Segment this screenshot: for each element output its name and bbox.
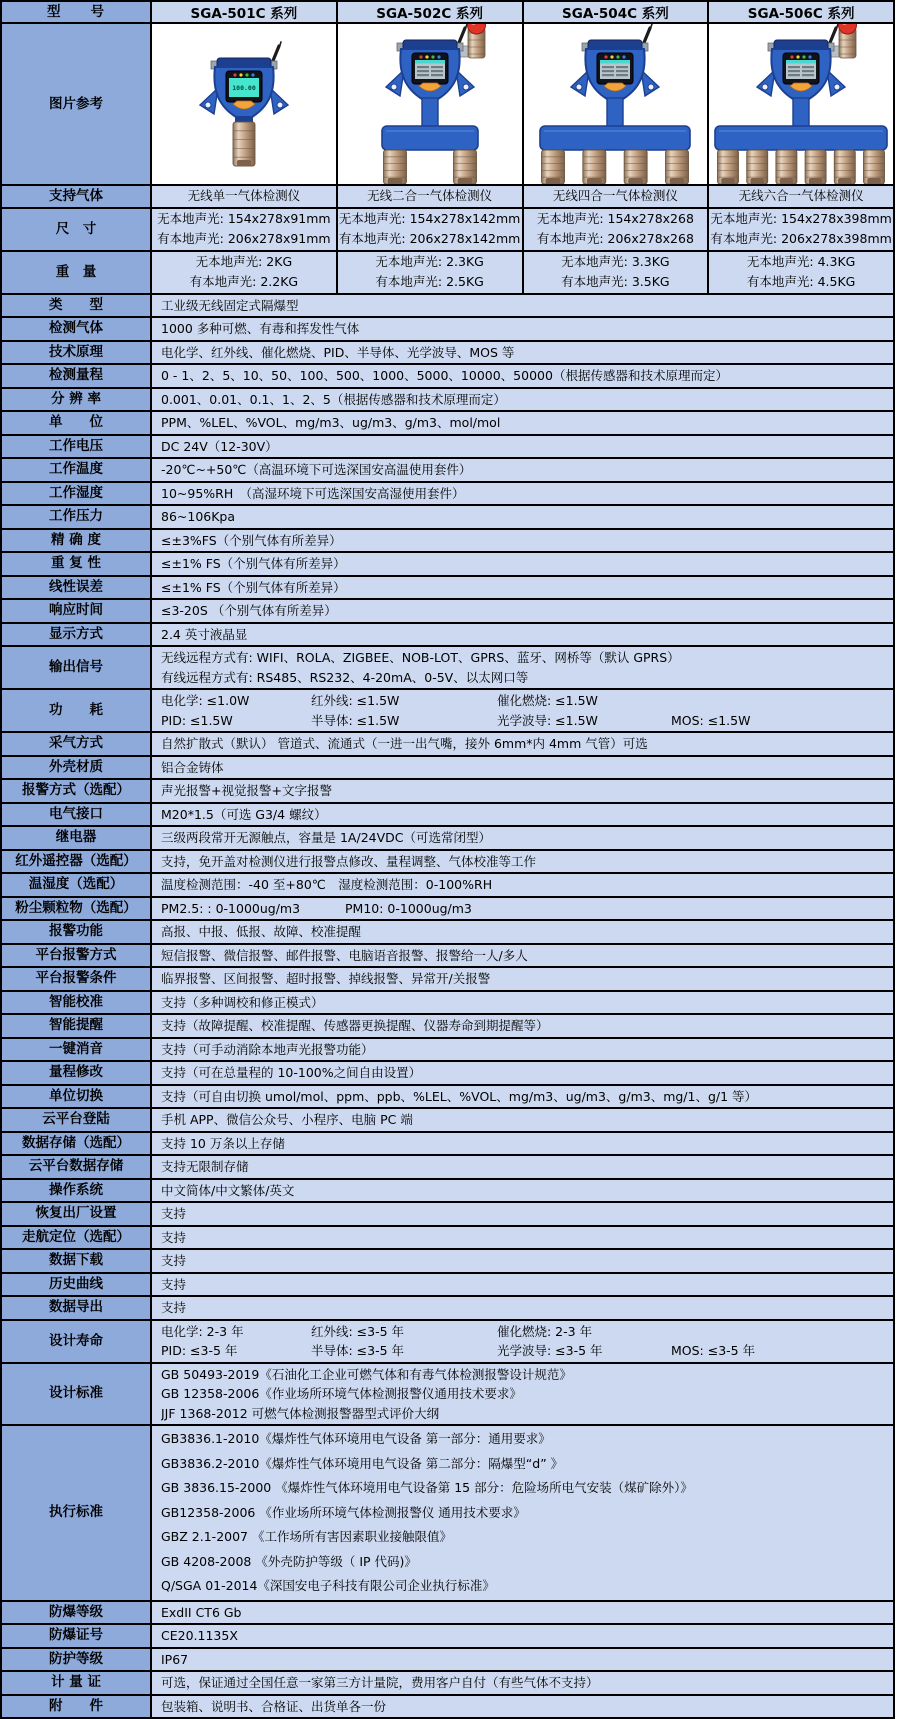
spec-value <box>152 389 893 411</box>
spec-value <box>152 506 893 528</box>
spec-value-line: -20℃~+50℃（高温环境下可选深国安高温使用套件） <box>161 462 472 477</box>
spec-value <box>152 992 893 1014</box>
row-label: 数据下载 <box>2 1250 152 1272</box>
spec-value-segment: MOS: ≤3-5 年 <box>671 1343 756 1358</box>
spec-value-line: 支持 <box>161 1276 187 1292</box>
table-row <box>2 802 893 826</box>
row-label: 报警功能 <box>2 921 152 943</box>
spec-value-line: ≤3-20S （个别气体有所差异） <box>161 603 337 618</box>
spec-value-segment: 电化学: 2-3 年 <box>161 1323 244 1339</box>
table-row <box>2 2 893 22</box>
row-label: 防护等级 <box>2 1649 152 1671</box>
spec-value <box>152 921 893 943</box>
spec-cell-line: 无本地声光: 2KG <box>195 253 293 269</box>
spec-cell <box>709 186 893 207</box>
spec-value <box>152 1625 893 1647</box>
spec-value-line <box>161 1322 887 1342</box>
spec-value-segment: 催化燃烧: ≤1.5W <box>497 693 598 708</box>
spec-value-line: 温度检测范围：-40 至+80℃ 湿度检测范围：0-100%RH <box>161 877 493 892</box>
spec-value-line <box>161 1341 887 1361</box>
spec-value-line: 铝合金铸体 <box>161 759 224 775</box>
spec-value-line: ≤±3%FS（个别气体有所差异） <box>161 532 342 548</box>
row-label: 平台报警条件 <box>2 968 152 990</box>
spec-value-segment: PID: ≤1.5W <box>161 712 233 728</box>
spec-value <box>152 1227 893 1249</box>
table-row <box>2 778 893 802</box>
table-row <box>2 872 893 896</box>
spec-cell <box>524 186 710 207</box>
row-label: 检测量程 <box>2 365 152 387</box>
spec-value-segment: 半导体: ≤1.5W <box>311 712 400 728</box>
table-row <box>2 1647 893 1671</box>
row-label: 平台报警方式 <box>2 945 152 967</box>
row-label: 设计标准 <box>2 1364 152 1425</box>
table-row <box>2 551 893 575</box>
row-label: 走航定位（选配） <box>2 1227 152 1249</box>
table-row <box>2 1107 893 1131</box>
spec-value <box>152 757 893 779</box>
spec-value-segment: 电化学: ≤1.0W <box>161 693 250 708</box>
spec-cell-line: 有本地声光: 2.5KG <box>375 274 484 289</box>
spec-value-line: 可选，保证通过全国任意一家第三方计量院，费用客户自付（有些气体不支持） <box>161 1675 599 1690</box>
table-row <box>2 504 893 528</box>
spec-value-line: 中文简体/中文繁体/英文 <box>161 1182 295 1198</box>
spec-value-line: 三级两段常开无源触点，容量是 1A/24VDC（可选常闭型） <box>161 830 491 845</box>
spec-cell-line: 有本地声光: 206x278x142mm <box>338 231 521 246</box>
spec-value <box>152 1274 893 1296</box>
spec-cell <box>338 209 524 250</box>
spec-value-line: 支持（故障提醒、校准提醒、传感器更换提醒、仪器寿命到期提醒等） <box>161 1018 549 1033</box>
row-label: 重 复 性 <box>2 553 152 575</box>
spec-value <box>152 1109 893 1131</box>
table-row <box>2 22 893 184</box>
table-row <box>2 340 893 364</box>
spec-value-segment: 半导体: ≤3-5 年 <box>311 1343 405 1358</box>
table-row <box>2 1060 893 1084</box>
spec-value-line: 1000 多种可燃、有毒和挥发性气体 <box>161 321 360 336</box>
table-row <box>2 1319 893 1362</box>
row-label: 线性误差 <box>2 577 152 599</box>
spec-value-line: 支持无限制存储 <box>161 1159 249 1174</box>
spec-value-line: 0.001、0.01、0.1、1、2、5（根据传感器和技术原理而定） <box>161 391 506 407</box>
row-label: 功 耗 <box>2 690 152 731</box>
spec-value <box>152 1156 893 1178</box>
row-label: 数据存储（选配） <box>2 1133 152 1155</box>
row-label: 显示方式 <box>2 624 152 646</box>
spec-cell-line: 无线四合一气体检测仪 <box>552 188 678 203</box>
table-row <box>2 1272 893 1296</box>
column-header: SGA-501C 系列 <box>152 2 338 22</box>
spec-cell <box>152 186 338 207</box>
column-header: SGA-504C 系列 <box>524 2 710 22</box>
row-label: 采气方式 <box>2 733 152 755</box>
table-row <box>2 622 893 646</box>
row-label: 外壳材质 <box>2 757 152 779</box>
spec-value <box>152 1203 893 1225</box>
spec-value <box>152 295 893 317</box>
spec-cell <box>338 186 524 207</box>
row-label: 类 型 <box>2 295 152 317</box>
row-label: 云平台数据存储 <box>2 1156 152 1178</box>
table-row <box>2 1248 893 1272</box>
table-row <box>2 207 893 250</box>
row-label: 图片参考 <box>2 24 152 184</box>
spec-value-line: CE20.1135X <box>161 1628 238 1643</box>
spec-value-line: GB12358-2006 《作业场所环境气体检测报警仪 通用技术要求》 <box>161 1504 526 1520</box>
spec-value-segment: 光学波导: ≤1.5W <box>497 712 598 728</box>
spec-value-segment: MOS: ≤1.5W <box>671 712 751 728</box>
spec-value-line: 86~106Kpa <box>161 509 236 524</box>
table-row <box>2 943 893 967</box>
table-row <box>2 363 893 387</box>
table-row <box>2 1362 893 1425</box>
table-row <box>2 849 893 873</box>
row-label: 防爆等级 <box>2 1602 152 1624</box>
spec-value <box>152 530 893 552</box>
spec-value <box>152 624 893 646</box>
product-image-cell <box>152 24 338 184</box>
spec-value <box>152 945 893 967</box>
spec-value <box>152 1672 893 1694</box>
row-label: 防爆证号 <box>2 1625 152 1647</box>
spec-value-line: 临界报警、区间报警、超时报警、掉线报警、异常开/关报警 <box>161 971 491 986</box>
product-image-cell <box>338 24 524 184</box>
spec-value-line: GB 4208-2008 《外壳防护等级（ IP 代码)》 <box>161 1553 417 1569</box>
spec-value-line: GB 12358-2006《作业场所环境气体检测报警仪通用技术要求》 <box>161 1386 522 1401</box>
spec-value-line: 支持 10 万条以上存储 <box>161 1135 285 1151</box>
table-row <box>2 688 893 731</box>
spec-value <box>152 1321 893 1362</box>
spec-value-line: M20*1.5（可选 G3/4 螺纹） <box>161 806 327 822</box>
spec-value <box>152 459 893 481</box>
table-row <box>2 434 893 458</box>
table-row <box>2 1623 893 1647</box>
spec-value <box>152 1086 893 1108</box>
spec-value-line <box>161 711 887 731</box>
spec-value-line: 工业级无线固定式隔爆型 <box>161 297 299 313</box>
table-row <box>2 316 893 340</box>
spec-value <box>152 342 893 364</box>
spec-value <box>152 1133 893 1155</box>
spec-value-line: 支持（可自由切换 umol/mol、ppm、ppb、%LEL、%VOL、mg/m3、ug/m3、g/m3、mg/1、g/1 等） <box>161 1088 758 1104</box>
row-label: 精 确 度 <box>2 530 152 552</box>
spec-value-line: 电化学、红外线、催化燃烧、PID、半导体、光学波导、MOS 等 <box>161 344 515 360</box>
spec-value-line: 支持（可在总量程的 10-100%之间自由设置） <box>161 1065 422 1080</box>
spec-value-line: 自然扩散式（默认） 管道式、流通式（一进一出气嘴，接外 6mm*内 4mm 气管）可选 <box>161 736 648 751</box>
row-label: 数据导出 <box>2 1297 152 1319</box>
row-label: 智能提醒 <box>2 1015 152 1037</box>
row-label: 输出信号 <box>2 647 152 688</box>
spec-cell <box>338 252 524 293</box>
spec-cell-line: 无本地声光: 154x278x398mm <box>710 210 892 226</box>
spec-value-line: 无线远程方式有: WIFI、ROLA、ZIGBEE、NOB-LOT、GPRS、蓝牙、网桥等（默认 GPRS） <box>161 650 680 665</box>
product-image-cell <box>524 24 710 184</box>
table-row <box>2 457 893 481</box>
spec-value <box>152 733 893 755</box>
spec-value-line <box>161 899 887 919</box>
spec-cell-line: 无本地声光: 4.3KG <box>746 253 856 269</box>
row-label: 恢复出厂设置 <box>2 1203 152 1225</box>
spec-value <box>152 647 893 688</box>
spec-cell-line: 无线六合一气体检测仪 <box>738 188 864 203</box>
spec-cell-line: 无本地声光: 3.3KG <box>561 253 670 269</box>
spec-value-segment: 光学波导: ≤3-5 年 <box>497 1343 603 1358</box>
row-label: 工作电压 <box>2 436 152 458</box>
spec-value-line: 0 - 1、2、5、10、50、100、500、1000、5000、10000、50000（根据传感器和技术原理而定） <box>161 368 728 383</box>
spec-cell-line: 无本地声光: 154x278x142mm <box>338 210 521 226</box>
table-row <box>2 184 893 207</box>
spec-value-line: JJF 1368-2012 可燃气体检测报警器型式评价大纲 <box>161 1405 440 1421</box>
spec-cell-line: 有本地声光: 206x278x91mm <box>157 231 331 246</box>
table-row <box>2 1154 893 1178</box>
table-row <box>2 1201 893 1225</box>
spec-cell-line: 有本地声光: 206x278x268 <box>536 231 694 246</box>
row-label: 云平台登陆 <box>2 1109 152 1131</box>
spec-value <box>152 1015 893 1037</box>
spec-cell-line: 无线二合一气体检测仪 <box>367 188 493 203</box>
spec-value-line: DC 24V（12-30V） <box>161 438 278 454</box>
row-label: 尺 寸 <box>2 209 152 250</box>
spec-value-line: 支持 <box>161 1253 187 1268</box>
spec-value-line: 声光报警+视觉报警+文字报警 <box>161 783 332 798</box>
spec-value-line: 支持（可手动消除本地声光报警功能） <box>161 1041 374 1057</box>
table-row <box>2 598 893 622</box>
table-row <box>2 575 893 599</box>
row-label: 量程修改 <box>2 1062 152 1084</box>
row-label: 型 号 <box>2 2 152 22</box>
spec-value-line: 有线远程方式有: RS485、RS232、4-20mA、0-5V、以太网口等 <box>161 669 529 685</box>
spec-value <box>152 1297 893 1319</box>
spec-cell-line: 无本地声光: 154x278x268 <box>536 210 694 226</box>
spec-cell <box>524 209 710 250</box>
spec-cell-line: 有本地声光: 2.2KG <box>189 274 299 289</box>
spec-value-segment: PM2.5: : 0-1000ug/m3 <box>161 900 301 916</box>
sga-501c-product-image <box>152 24 337 184</box>
row-label: 支持气体 <box>2 186 152 207</box>
spec-value <box>152 851 893 873</box>
row-label: 单 位 <box>2 412 152 434</box>
row-label: 计 量 证 <box>2 1672 152 1694</box>
sga-504c-product-image <box>524 24 709 184</box>
table-row <box>2 645 893 688</box>
spec-value-line: ≤±1% FS（个别气体有所差异） <box>161 556 346 571</box>
spec-cell-line: 有本地声光: 206x278x398mm <box>710 231 892 246</box>
table-row <box>2 1600 893 1624</box>
table-row <box>2 250 893 293</box>
table-row <box>2 1694 893 1718</box>
spec-cell-line: 无线单一气体检测仪 <box>187 188 301 203</box>
table-row <box>2 1013 893 1037</box>
row-label: 历史曲线 <box>2 1274 152 1296</box>
spec-value-line: GB3836.2-2010《爆炸性气体环境用电气设备 第二部分：隔爆型“d” 》 <box>161 1455 564 1471</box>
spec-value-line <box>161 691 887 711</box>
row-label: 继电器 <box>2 827 152 849</box>
row-label: 附 件 <box>2 1696 152 1718</box>
spec-value <box>152 874 893 896</box>
spec-value <box>152 1180 893 1202</box>
spec-value <box>152 898 893 920</box>
spec-value <box>152 577 893 599</box>
row-label: 响应时间 <box>2 600 152 622</box>
spec-value-line: 支持 <box>161 1229 187 1245</box>
spec-value-line: 手机 APP、微信公众号、小程序、电脑 PC 端 <box>161 1112 413 1127</box>
row-label: 技术原理 <box>2 342 152 364</box>
row-label: 粉尘颗粒物（选配） <box>2 898 152 920</box>
row-label: 智能校准 <box>2 992 152 1014</box>
spec-value <box>152 600 893 622</box>
spec-value <box>152 1426 893 1600</box>
row-label: 设计寿命 <box>2 1321 152 1362</box>
table-row <box>2 410 893 434</box>
spec-value <box>152 968 893 990</box>
spec-value-line: 支持 <box>161 1300 187 1315</box>
spec-value-line: ExdII CT6 Gb <box>161 1604 242 1620</box>
sga-506c-product-image <box>709 24 893 184</box>
table-row <box>2 825 893 849</box>
row-label: 重 量 <box>2 252 152 293</box>
row-label: 报警方式（选配） <box>2 780 152 802</box>
spec-cell-line: 有本地声光: 4.5KG <box>746 274 856 289</box>
spec-value-segment: PM10: 0-1000ug/m3 <box>345 900 472 916</box>
row-label: 单位切换 <box>2 1086 152 1108</box>
product-image-cell <box>709 24 893 184</box>
row-label: 执行标准 <box>2 1426 152 1600</box>
table-row <box>2 1084 893 1108</box>
table-row <box>2 1295 893 1319</box>
spec-value <box>152 483 893 505</box>
svg-text:100.00: 100.00 <box>232 84 256 92</box>
row-label: 检测气体 <box>2 318 152 340</box>
table-row <box>2 1178 893 1202</box>
table-row <box>2 990 893 1014</box>
spec-value <box>152 804 893 826</box>
spec-value <box>152 1364 893 1425</box>
row-label: 工作压力 <box>2 506 152 528</box>
spec-value-line: GBZ 2.1-2007 《工作场所有害因素职业接触限值》 <box>161 1529 452 1544</box>
spec-value-segment: PID: ≤3-5 年 <box>161 1343 238 1358</box>
spec-value <box>152 553 893 575</box>
spec-cell-line: 有本地声光: 3.5KG <box>561 274 670 289</box>
spec-value <box>152 1250 893 1272</box>
column-header: SGA-502C 系列 <box>338 2 524 22</box>
spec-value-line: 高报、中报、低报、故障、校准提醒 <box>161 924 362 939</box>
spec-cell <box>524 252 710 293</box>
row-label: 分 辨 率 <box>2 389 152 411</box>
spec-value <box>152 1649 893 1671</box>
table-row <box>2 731 893 755</box>
spec-cell <box>152 252 338 293</box>
table-row <box>2 919 893 943</box>
table-row <box>2 1225 893 1249</box>
spec-value <box>152 1062 893 1084</box>
spec-cell-line: 无本地声光: 2.3KG <box>375 253 484 269</box>
table-row <box>2 966 893 990</box>
spec-cell <box>709 209 893 250</box>
spec-value <box>152 365 893 387</box>
spec-value <box>152 1602 893 1624</box>
table-row <box>2 896 893 920</box>
spec-value <box>152 318 893 340</box>
row-label: 电气接口 <box>2 804 152 826</box>
spec-value-line: 支持（多种调校和修正模式） <box>161 994 324 1010</box>
table-row <box>2 1424 893 1600</box>
spec-value-line: 包装箱、说明书、合格证、出货单各一份 <box>161 1698 387 1714</box>
row-label: 红外遥控器（选配） <box>2 851 152 873</box>
table-row <box>2 528 893 552</box>
table-row <box>2 1670 893 1694</box>
spec-value <box>152 412 893 434</box>
row-label: 工作湿度 <box>2 483 152 505</box>
table-row <box>2 293 893 317</box>
table-row <box>2 1131 893 1155</box>
spec-value-line: PPM、%LEL、%VOL、mg/m3、ug/m3、g/m3、mol/mol <box>161 415 501 430</box>
row-label: 一键消音 <box>2 1039 152 1061</box>
spec-value <box>152 1696 893 1718</box>
spec-value-line: 短信报警、微信报警、邮件报警、电脑语音报警、报警给一人/多人 <box>161 947 528 963</box>
table-row <box>2 481 893 505</box>
spec-value-segment: 催化燃烧: 2-3 年 <box>497 1323 593 1339</box>
spec-cell <box>152 209 338 250</box>
spec-value-line: GB3836.1-2010《爆炸性气体环境用电气设备 第一部分：通用要求》 <box>161 1431 551 1446</box>
spec-value <box>152 690 893 731</box>
spec-value-line: Q/SGA 01-2014《深国安电子科技有限公司企业执行标准》 <box>161 1578 495 1593</box>
spec-cell-line: 无本地声光: 154x278x91mm <box>157 210 331 226</box>
spec-value-line: 支持，免开盖对检测仪进行报警点修改、量程调整、气体校准等工作 <box>161 853 537 869</box>
spec-value <box>152 780 893 802</box>
spec-value <box>152 1039 893 1061</box>
spec-value-segment: 红外线: ≤1.5W <box>311 693 400 708</box>
row-label: 温湿度（选配） <box>2 874 152 896</box>
column-header: SGA-506C 系列 <box>709 2 893 22</box>
spec-value-line: GB 50493-2019《石油化工企业可燃气体和有毒气体检测报警设计规范》 <box>161 1366 572 1382</box>
spec-value-line: 2.4 英寸液晶显 <box>161 626 248 642</box>
spec-value-line: 10~95%RH （高湿环境下可选深国安高湿使用套件） <box>161 485 465 501</box>
sga-502c-product-image <box>338 24 523 184</box>
spec-value-line: ≤±1% FS（个别气体有所差异） <box>161 579 346 595</box>
spec-value-segment: 红外线: ≤3-5 年 <box>311 1323 405 1339</box>
row-label: 操作系统 <box>2 1180 152 1202</box>
spec-value <box>152 827 893 849</box>
spec-cell <box>709 252 893 293</box>
table-row <box>2 1037 893 1061</box>
spec-value-line: 支持 <box>161 1206 187 1221</box>
spec-value <box>152 436 893 458</box>
row-label: 工作温度 <box>2 459 152 481</box>
table-row <box>2 755 893 779</box>
spec-value-line: IP67 <box>161 1651 189 1667</box>
spec-value-line: GB 3836.15-2000 《爆炸性气体环境用电气设备第 15 部分：危险场所电气安装（煤矿除外）》 <box>161 1480 693 1495</box>
table-row <box>2 387 893 411</box>
